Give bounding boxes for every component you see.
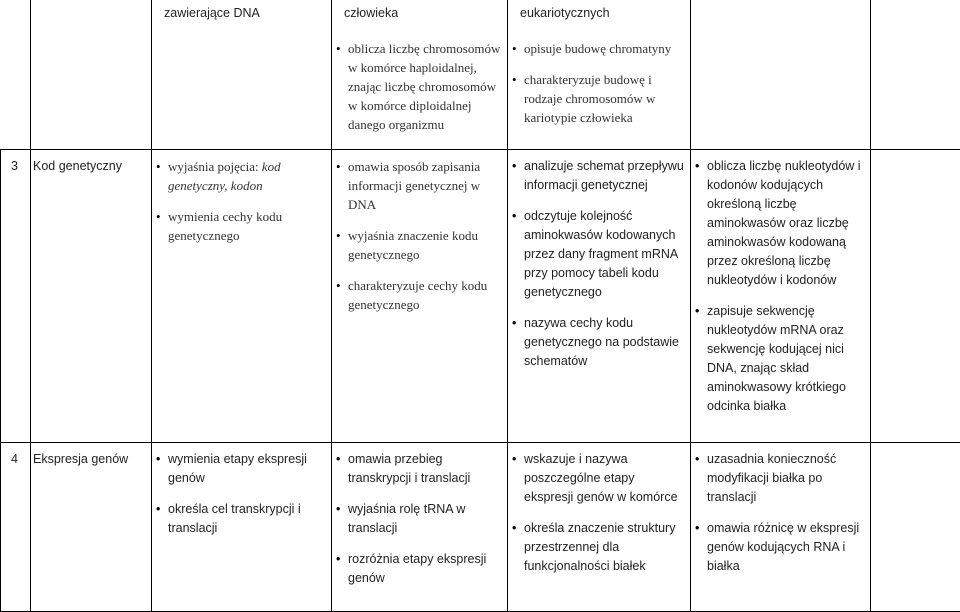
topic-cell bbox=[31, 442, 152, 611]
list-item: • zapisuje sekwencję nukleotydów mRNA oraz sekwencję kodującej nici DNA, znając skład aminokwasowy krótkiego odcinka białka bbox=[693, 302, 864, 416]
list-item: • oblicza liczbę nukleotydów i kodonów kodujących określoną liczbę aminokwasów oraz liczbę aminokwasów kodowaną przez określoną liczbę nukleotydów i kodonów bbox=[693, 157, 864, 290]
list-item: • analizuje schemat przepływu informacji genetycznej bbox=[510, 157, 684, 195]
list-item: • charakteryzuje cechy kodu genetycznego bbox=[334, 276, 501, 314]
bullet-list bbox=[508, 150, 690, 377]
list-item: • omawia przebieg transkrypcji i translacji bbox=[334, 450, 501, 488]
complementary-cell bbox=[691, 442, 871, 611]
list-item: • uzasadnia konieczność modyfikacji białka po translacji bbox=[693, 450, 864, 507]
number-cell bbox=[1, 442, 31, 611]
blank-cell bbox=[871, 442, 960, 611]
extended-cell bbox=[332, 442, 508, 611]
table-row bbox=[1, 0, 960, 149]
basic-cell bbox=[152, 149, 332, 442]
cell-text: zawierające DNA bbox=[152, 0, 331, 23]
list-item: • opisuje budowę chromatyny bbox=[510, 39, 684, 58]
list-item: • określa cel transkrypcji i translacji bbox=[154, 500, 325, 538]
row-number: 4 bbox=[1, 443, 30, 469]
bullet-list bbox=[332, 23, 507, 140]
bullet-list bbox=[152, 150, 331, 251]
list-item: • wyjaśnia znaczenie kodu genetycznego bbox=[334, 226, 501, 264]
row-number: 3 bbox=[1, 150, 30, 176]
number-cell bbox=[1, 0, 31, 149]
table-row bbox=[1, 149, 960, 442]
topic-title: Ekspresja genów bbox=[31, 443, 151, 469]
bullet-list bbox=[508, 23, 690, 133]
number-cell bbox=[1, 149, 31, 442]
expanded-cell bbox=[508, 0, 691, 149]
bullet-list bbox=[332, 443, 507, 594]
blank-cell bbox=[871, 0, 960, 149]
bullet-list bbox=[152, 443, 331, 544]
expanded-cell bbox=[508, 442, 691, 611]
item-text: wyjaśnia pojęcia: bbox=[168, 159, 262, 174]
basic-cell bbox=[152, 0, 332, 149]
list-item: • oblicza liczbę chromosomów w komórce haploidalnej, znając liczbę chromosomów w komórce diploidalnej danego organizmu bbox=[334, 39, 501, 134]
extended-cell bbox=[332, 149, 508, 442]
bullet-list bbox=[508, 443, 690, 582]
list-item bbox=[154, 157, 325, 195]
complementary-cell bbox=[691, 149, 871, 442]
item-terms: kod genetyczny, kodon bbox=[168, 159, 281, 193]
complementary-cell bbox=[691, 0, 871, 149]
bullet-list bbox=[691, 150, 870, 422]
extended-cell bbox=[332, 0, 508, 149]
list-item: • wymienia etapy ekspresji genów bbox=[154, 450, 325, 488]
list-item: • wymienia cechy kodu genetycznego bbox=[154, 207, 325, 245]
list-item: • nazywa cechy kodu genetycznego na podstawie schematów bbox=[510, 314, 684, 371]
list-item: • rozróżnia etapy ekspresji genów bbox=[334, 550, 501, 588]
topic-cell bbox=[31, 149, 152, 442]
blank-cell bbox=[871, 149, 960, 442]
list-item: • omawia różnicę w ekspresji genów kodujących RNA i białka bbox=[693, 519, 864, 576]
expanded-cell bbox=[508, 149, 691, 442]
list-item: • wyjaśnia rolę tRNA w translacji bbox=[334, 500, 501, 538]
list-item: • odczytuje kolejność aminokwasów kodowanych przez dany fragment mRNA przy pomocy tabeli kodu genetycznego bbox=[510, 207, 684, 302]
list-item: • omawia sposób zapisania informacji genetycznej w DNA bbox=[334, 157, 501, 214]
topic-title: Kod genetyczny bbox=[31, 150, 151, 176]
basic-cell bbox=[152, 442, 332, 611]
table-row bbox=[1, 442, 960, 611]
list-item: • charakteryzuje budowę i rodzaje chromosomów w kariotypie człowieka bbox=[510, 70, 684, 127]
bullet-list bbox=[691, 443, 870, 582]
cell-text: człowieka bbox=[332, 0, 507, 23]
topic-cell bbox=[31, 0, 152, 149]
list-item: • określa znaczenie struktury przestrzennej dla funkcjonalności białek bbox=[510, 519, 684, 576]
list-item: • wskazuje i nazywa poszczególne etapy ekspresji genów w komórce bbox=[510, 450, 684, 507]
cell-text: eukariotycznych bbox=[508, 0, 690, 23]
bullet-list bbox=[332, 150, 507, 320]
